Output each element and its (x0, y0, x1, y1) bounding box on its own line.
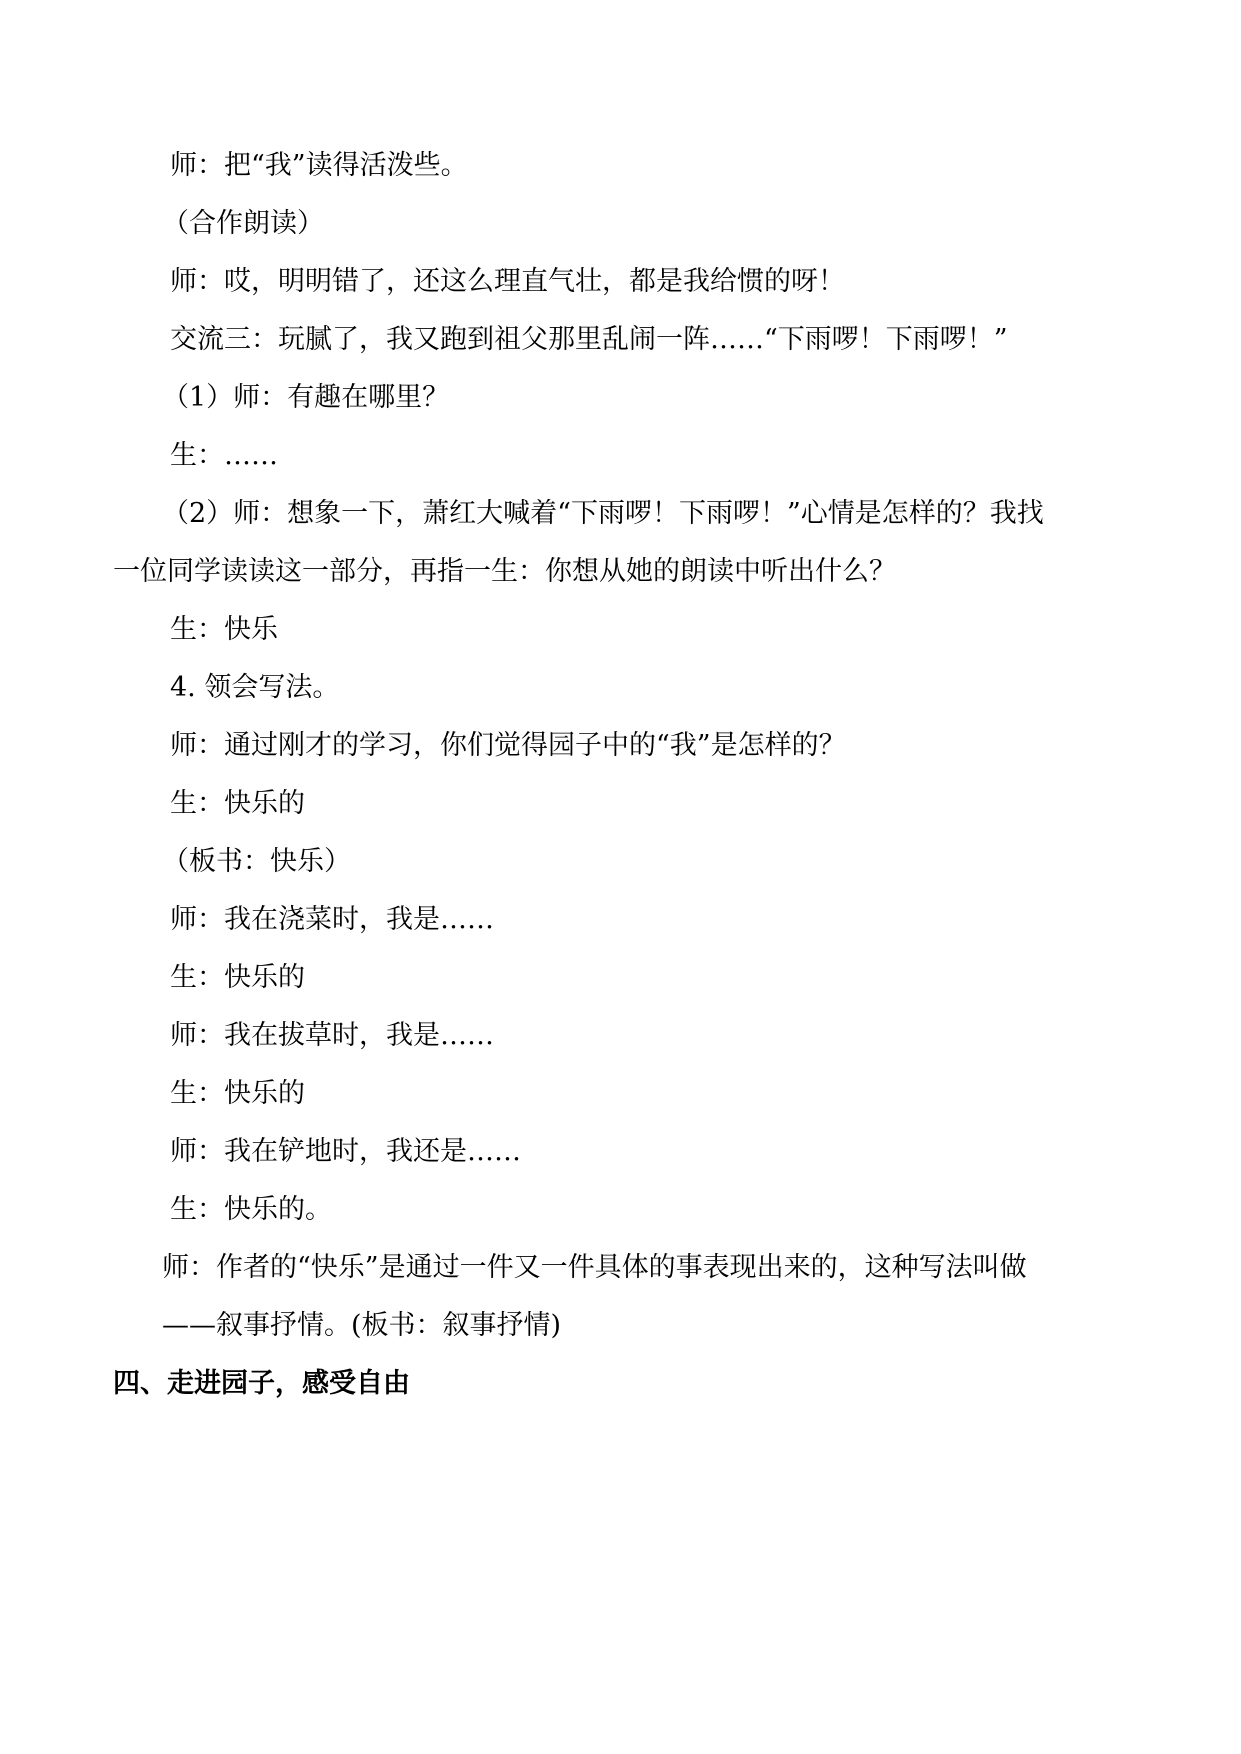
text-line: 师：我在拔草时，我是…… (170, 1020, 494, 1051)
text-line: （合作朗读） (162, 208, 324, 239)
text-line: 4. 领会写法。 (170, 672, 340, 703)
text-line: 生：快乐的 (170, 1078, 305, 1109)
text-line: 生：快乐的。 (170, 1194, 332, 1225)
text-line: 师：哎，明明错了，还这么理直气壮，都是我给惯的呀！ (170, 266, 845, 297)
text-line: 师：通过刚才的学习，你们觉得园子中的“我”是怎样的？ (170, 730, 846, 761)
text-line: （1）师：有趣在哪里？ (162, 382, 450, 413)
text-line: 生：…… (170, 440, 278, 471)
section-heading: 四、走进园子，感受自由 (113, 1368, 410, 1399)
text-line: 交流三：玩腻了，我又跑到祖父那里乱闹一阵……“下雨啰！下雨啰！” (170, 324, 1008, 355)
text-line: 一位同学读读这一部分，再指一生：你想从她的朗读中听出什么？ (113, 556, 896, 587)
text-line: 生：快乐 (170, 614, 278, 645)
text-line: ——叙事抒情。(板书：叙事抒情) (162, 1310, 562, 1341)
text-line: （2）师：想象一下，萧红大喊着“下雨啰！下雨啰！”心情是怎样的？我找 (162, 498, 1044, 529)
text-line: （板书：快乐） (162, 846, 351, 877)
text-line: 师：我在浇菜时，我是…… (170, 904, 494, 935)
text-line: 生：快乐的 (170, 788, 305, 819)
text-line: 师：作者的“快乐”是通过一件又一件具体的事表现出来的，这种写法叫做 (162, 1252, 1027, 1283)
text-line: 生：快乐的 (170, 962, 305, 993)
text-line: 师：我在铲地时，我还是…… (170, 1136, 521, 1167)
text-line: 师：把“我”读得活泼些。 (170, 150, 468, 181)
